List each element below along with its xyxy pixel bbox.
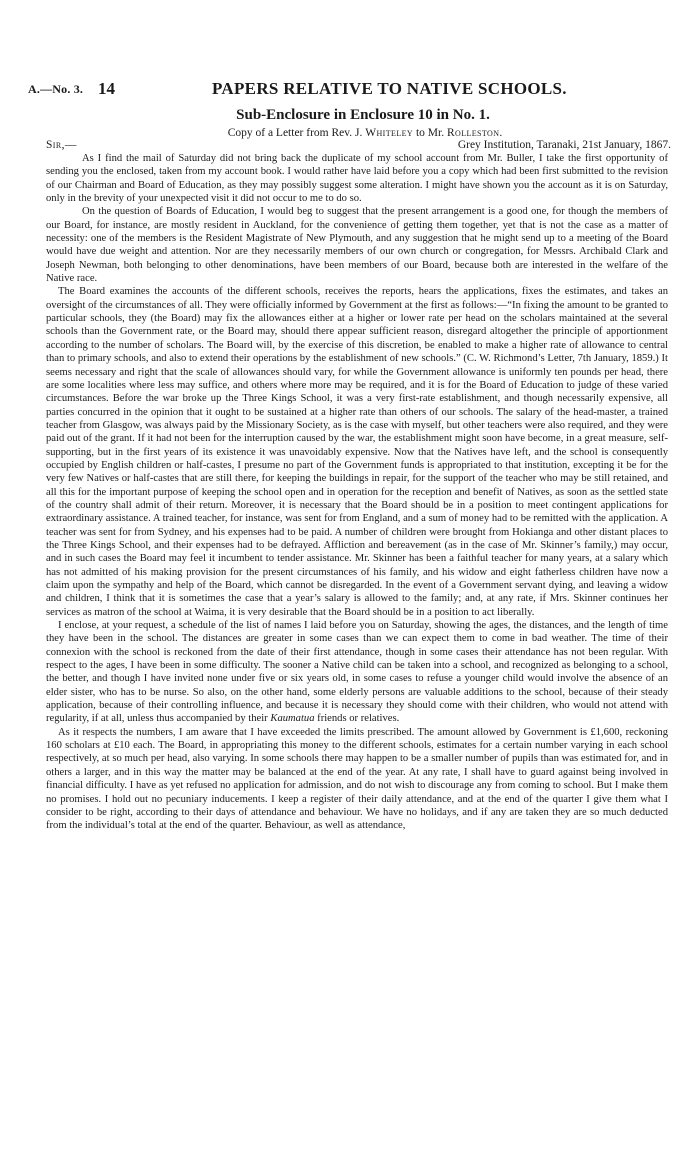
paragraph-4-maori-term: Kaumatua bbox=[270, 713, 315, 725]
recipient-name: Rolleston bbox=[446, 127, 500, 139]
dateline: Grey Institution, Taranaki, 21st January, 1867. bbox=[457, 139, 671, 151]
page-number: 14 bbox=[98, 79, 115, 98]
paragraph-3: The Board examines the accounts of the different schools, receives the reports, hears the applications, fixes the estimates, and takes an oversight of the circumstances of all. They were officially informed by Government at the first as follows:—“In fixing the amount to be granted to particular schools, they (the Board) may fix the allowances either at a higher or lower rate per head on the scholars maintained at the several schools than the Government rate, or the Board may, should there appear sufficient reason, disregard altogether the principle of apportionment according to the number of scholars. The Board will, by the exercise of this discretion, be enabled to make a higher rate of allowance to central than to primary schools, and also to extend their operations by the establishment of new schools.” (C. W. Richmond’s Letter, 7th January, 1859.) It seems necessary and right that the scale of allowances should vary, for while the Government allowance is uniformly ten pounds per head, there are some localities where less may suffice, and others where more may be required, and it is for the Board of Education to judge of these varied circumstances. Before the war broke up the Three Kings School, it was a very first-rate establishment, and though necessarily expensive, all parties concurred in the opinion that it ought to be sustained at a higher rate than others of our schools. The salary of the head-master, a trained teacher from Glasgow, was always paid by the Missionary Society, as is the case with myself, but other teachers were also required, and they were paid out of the grant. If it had not been for the interruption caused by the war, the establishment might soon have become, in a great measure, self-supporting, but in the first years of its existence it was unavoidably expensive. Now that the Natives have left, and the school is consequently occupied by English children or half-castes, I presume no part of the Government funds is appropriated to that institution, excepting it be for the very few Natives or half-castes that are still there, for keeping the buildings in repair, for the support of the teacher who may be still retained, and all this for the important purpose of keeping the school open and in operation for the reception and benefit of Natives, as soon as the settled state of the country shall admit of their return. Moreover, it is necessary that the Board should be in a position to meet contingent applications for extraordinary assistance. A trained teacher, for instance, was sent for from England, and a sum of money had to be remitted with the application. A teacher was sent for from Sydney, and his expenses had to be paid. A number of children were brought from Hokianga and other distant places to the Three Kings School, and their expenses had to be defrayed. Affliction and bereavement (as in the case of Mr. Skinner’s family,) may occur, and in such cases the Board may feel it incumbent to tender assistance. Mr. Skinner has been a faithful teacher for many years, at a salary which has not admitted of his making provision for the present circumstances of his family, and his widow and eight fatherless children have now a claim upon the sympathy and help of the Board, which cannot be disregarded. In the event of a Government servant dying, and leaving a widow and children, I think that it is sometimes the case that a year’s salary is allowed to the family; and, at any rate, if Mrs. Skinner continues her services as matron of the school at Waima, it is very desirable that the Board should be in a position to act liberally. bbox=[46, 286, 668, 618]
paragraph-2: On the question of Boards of Education, I would beg to suggest that the present arrangement is a good one, for though the members of our Board, for instance, are mostly resident in Auckland, for the convenience of getting them together, yet that is not the case as a matter of necessity: one of the members is the Resident Magistrate of New Plymouth, and any suggestion that he might send up to a meeting of the Board would have due weight and attention. Nor are they necessarily members of our own church or congregation, for Messrs. Archibald Clark and Joseph Newman, both belonging to other denominations, have been members of our Board, because both are interested in the welfare of the Native race. bbox=[46, 206, 668, 285]
paragraph-4-text: I enclose, at your request, a schedule of the list of names I laid before you on Saturday, showing the ages, the distances, and the length of time they have been in the school. The distances are greater in some cases than we can expect them to come in bad weather. The time of their connexion with the school is reckoned from the date of their first attendance, though in some cases their attendance has not been regular. With respect to the ages, I have been in some difficulty. The sooner a Native child can be taken into a school, and recognized as belonging to a school, the better, and though I have invited none under five or six years old, in some cases to refuse a younger child would involve the absence of an elder sister, who has to be nurse. So also, on the other hand, some elderly persons are valuable additions to the school, because of their steady application, because of their controlling influence, and because it is necessary they should come with their children, who would not attend with regularity, if at all, unless thus accompanied by their bbox=[46, 620, 668, 725]
copy-of-letter-line bbox=[0, 127, 700, 139]
paragraph-4 bbox=[46, 619, 668, 726]
paper-reference: A.—No. 3. bbox=[28, 82, 84, 96]
paragraph-1: As I find the mail of Saturday did not bring back the duplicate of my school account from Mr. Buller, I take the first opportunity of sending you the enclosed, taken from my account book. I would rather have laid before you a copy which had been first submitted to the revision of our Chairman and Board of Education, as they may possibly suggest some alteration. I might have shown you the account as it is on Saturday, only in the brevity of your unexpected visit it did not occur to me to do so. bbox=[46, 153, 668, 205]
paragraph-5: As it respects the numbers, I am aware that I have exceeded the limits prescribed. The amount allowed by Government is £1,600, reckoning 160 scholars at £10 each. The Board, in appropriating this money to the different schools, estimates for a certain number varying in each school respectively, at so much per head, also varying. In some schools there may happen to be a smaller number of pupils than was estimated for, and in others a larger, and in this way the matter may be balanced at the end of the year. At any rate, I shall have to guard against being involved in financial difficulty. I have as yet refused no application for admission, and do not wish to discourage any from coming to school. But I make them no promises. I hold out no pecuniary inducements. I keep a register of their daily attendance, and at the end of the quarter I give them what I consider to be right, according to their days of attendance and behaviour. We have no holidays, and if any are taken they are so much deducted from the individual’s total at the end of the quarter. Behaviour, as well as attendance, bbox=[46, 726, 668, 832]
running-title: PAPERS RELATIVE TO NATIVE SCHOOLS. bbox=[212, 79, 567, 98]
enclosure-title: Sub-Enclosure in Enclosure 10 in No. 1. bbox=[236, 107, 490, 123]
page-header bbox=[28, 79, 678, 103]
salutation: Sir,— bbox=[46, 139, 77, 151]
sender-name: Whiteley bbox=[365, 127, 414, 139]
letter-body bbox=[46, 152, 668, 833]
paragraph-4-end: friends or relatives. bbox=[314, 713, 400, 725]
copy-mid: to Mr. bbox=[413, 127, 447, 139]
copy-prefix: Copy of a Letter from Rev. J. bbox=[227, 127, 366, 139]
copy-suffix: . bbox=[499, 127, 503, 139]
